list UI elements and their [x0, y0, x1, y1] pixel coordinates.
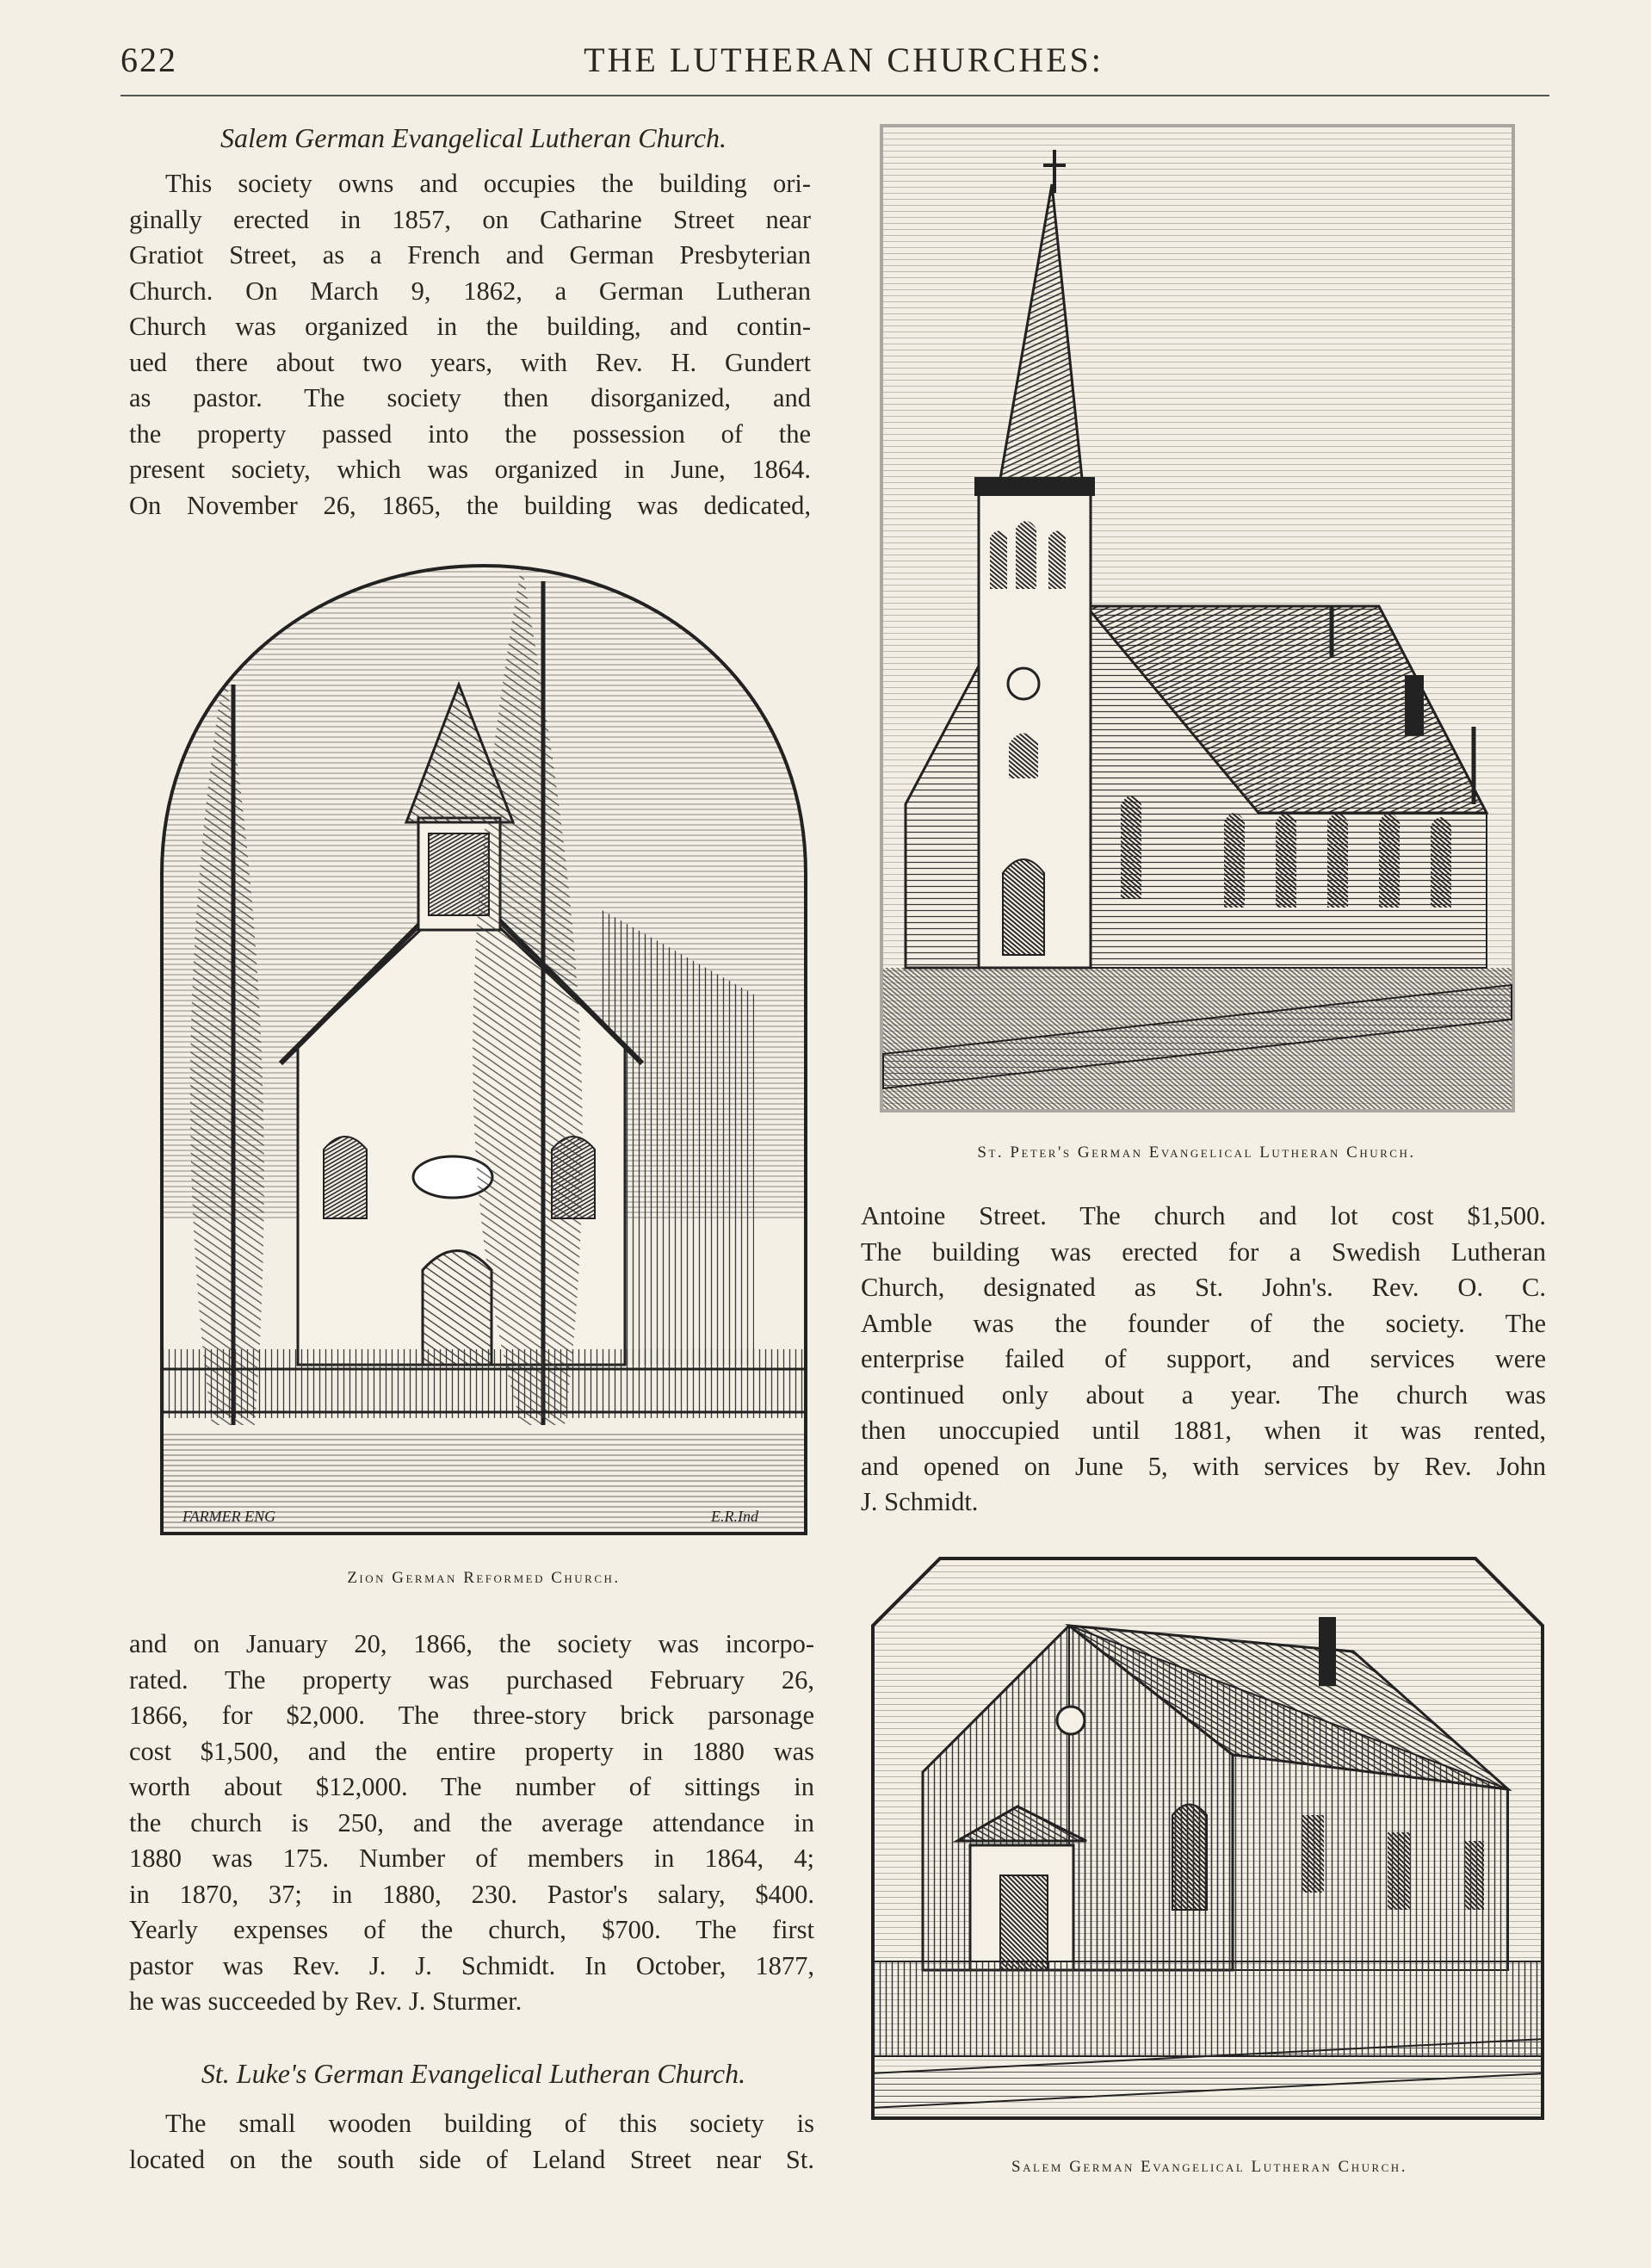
- st-lukes-paragraph: [129, 2106, 814, 2178]
- text-line: Church was organized in the building, and contin-: [129, 312, 811, 341]
- text-line: The small wooden building of this society is: [165, 2109, 814, 2138]
- text-line: the property passed into the possession of the: [129, 418, 811, 449]
- page-number: 622: [121, 40, 177, 79]
- salem-church-illustration: [871, 1557, 1544, 2120]
- text-line: On November 26, 1865, the building was dedicated,: [129, 490, 811, 520]
- text-line: present society, which was organized in June, 1864.: [129, 455, 811, 484]
- text-line: located on the south side of Leland Street near St.: [129, 2144, 814, 2174]
- salem-paragraph: [129, 166, 811, 524]
- header-rule: [121, 95, 1549, 96]
- text-line: and opened on June 5, with services by Rev. John: [861, 1451, 1546, 1481]
- zion-church-illustration: [160, 564, 807, 1535]
- text-line: enterprise failed of support, and services were: [861, 1344, 1546, 1373]
- text-line: as pastor. The society then disorganized, and: [129, 383, 811, 412]
- st-peters-church-illustration: [880, 124, 1515, 1112]
- text-line: ued there about two years, with Rev. H. Gundert: [129, 347, 811, 377]
- salem-paragraph-continued: [129, 1627, 814, 2020]
- text-line: cost $1,500, and the entire property in 1880 was: [129, 1736, 814, 1766]
- text-line: 1880 was 175. Number of members in 1864, 4;: [129, 1844, 814, 1873]
- st-lukes-paragraph-continued: [861, 1199, 1546, 1521]
- text-line: This society owns and occupies the building ori-: [165, 169, 811, 198]
- st-peters-caption: St. Peter's German Evangelical Lutheran Church.: [977, 1143, 1416, 1162]
- salem-heading: Salem German Evangelical Lutheran Church.: [220, 122, 727, 153]
- text-line: J. Schmidt.: [861, 1487, 979, 1516]
- text-line: ginally erected in 1857, on Catharine Street near: [129, 204, 811, 234]
- zion-church-engraving: [160, 564, 807, 1535]
- artist-signature: E.R.Ind: [711, 1508, 758, 1525]
- text-line: pastor was Rev. J. J. Schmidt. In October, 1877,: [129, 1950, 814, 1980]
- salem-caption: Salem German Evangelical Lutheran Church.: [1011, 2158, 1407, 2176]
- text-line: Gratiot Street, as a French and German Presbyterian: [129, 240, 811, 270]
- text-line: Church. On March 9, 1862, a German Lutheran: [129, 276, 811, 306]
- engraver-signature: FARMER ENG: [182, 1508, 276, 1525]
- text-line: then unoccupied until 1881, when it was rented,: [861, 1416, 1546, 1445]
- text-line: Church, designated as St. John's. Rev. O. C.: [861, 1273, 1546, 1302]
- text-line: Amble was the founder of the society. The: [861, 1308, 1546, 1338]
- text-line: Antoine Street. The church and lot cost $1,500.: [861, 1201, 1546, 1230]
- text-line: the church is 250, and the average attendance in: [129, 1807, 814, 1837]
- running-title: THE LUTHERAN CHURCHES:: [584, 40, 1104, 79]
- text-line: worth about $12,000. The number of sittings in: [129, 1772, 814, 1801]
- text-line: Yearly expenses of the church, $700. The first: [129, 1915, 814, 1944]
- st-peters-church-engraving: [880, 124, 1515, 1112]
- text-line: he was succeeded by Rev. J. Sturmer.: [129, 1986, 523, 2016]
- text-line: continued only about a year. The church was: [861, 1379, 1546, 1410]
- text-line: and on January 20, 1866, the society was incorpo-: [129, 1629, 814, 1658]
- salem-church-engraving: [871, 1557, 1544, 2120]
- zion-caption: Zion German Reformed Church.: [347, 1569, 621, 1587]
- text-line: in 1870, 37; in 1880, 230. Pastor's salary, $400.: [129, 1879, 814, 1909]
- text-line: rated. The property was purchased February 26,: [129, 1664, 814, 1695]
- text-line: The building was erected for a Swedish Lutheran: [861, 1236, 1546, 1267]
- st-lukes-heading: St. Luke's German Evangelical Lutheran Church.: [201, 2058, 746, 2089]
- text-line: 1866, for $2,000. The three-story brick parsonage: [129, 1701, 814, 1730]
